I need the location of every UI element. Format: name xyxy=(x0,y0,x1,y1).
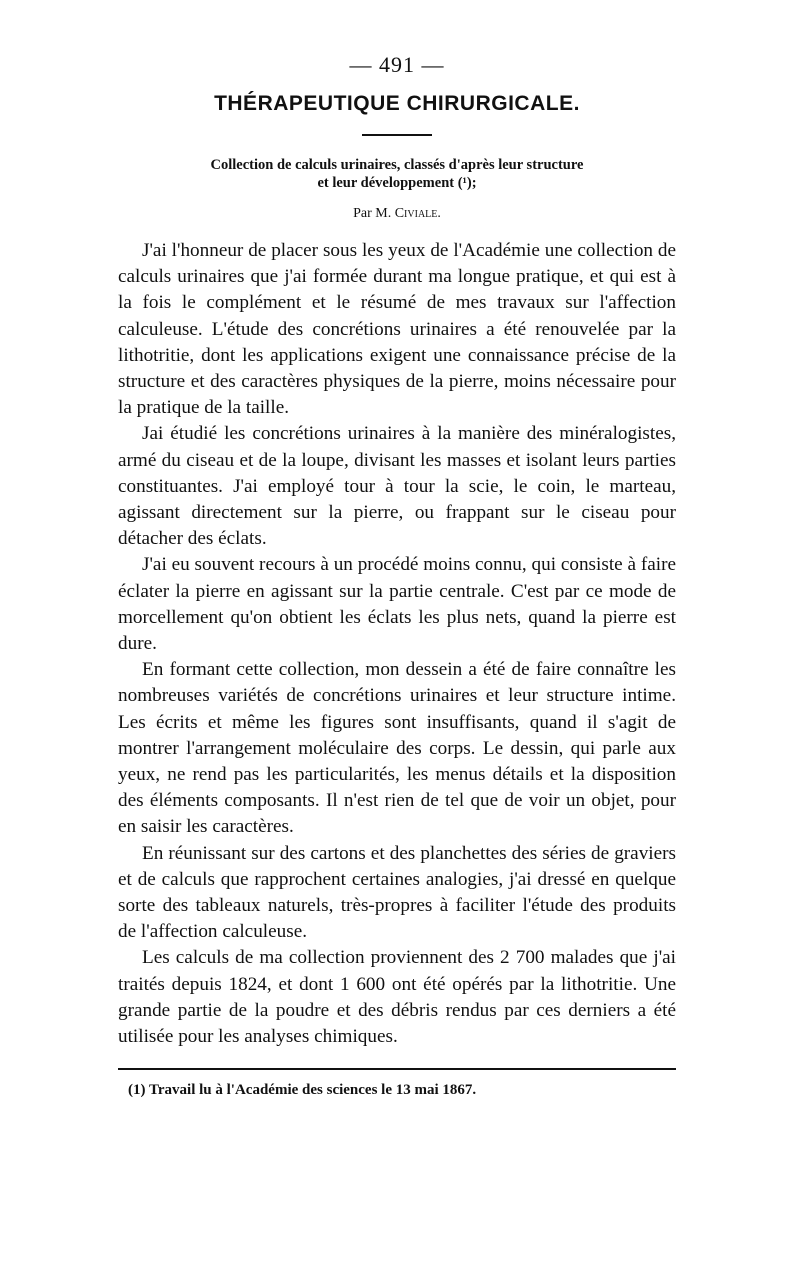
paragraph-3: J'ai eu souvent recours à un procédé moins connu, qui consiste à faire éclater la pierre en agissant sur la partie centrale. C'est par ce mode de morcellement qu'on obtient les éclats les plus nets, quand la pierre est dure. xyxy=(118,554,676,655)
paragraph-1: J'ai l'honneur de placer sous les yeux de l'Académie une collection de calculs urinaires que j'ai formée durant ma longue pratique, et qui est à la fois le complément et le résumé de mes travaux sur l'affection calculeuse. L'étude des concrétions urinaires a été renouvelée par la lithotritie, dont les applications exigent une connaissance précise de la structure et des caractères physiques de la pierre, moins nécessaire pour la pratique de la taille. xyxy=(118,240,676,419)
page-number: — 491 — xyxy=(349,52,445,77)
article-title xyxy=(118,156,676,192)
footnote xyxy=(118,1082,676,1099)
paragraph-2: Jai étudié les concrétions urinaires à la manière des minéralogistes, armé du ciseau et de la loupe, divisant les masses et isolant leurs parties constituantes. J'ai employé tour à tour la scie, le coin, le marteau, agissant directement sur la pierre, ou frappant sur le ciseau pour détacher des éclats. xyxy=(118,423,676,550)
author-prefix: Par M. xyxy=(353,206,392,221)
paragraph-6: Les calculs de ma collection proviennent des 2 700 malades que j'ai traités depuis 1824, et dont 1 600 ont été opérés par la lithotritie. Une grande partie de la poudre et des débris rendus par ces derniers a été utilisée pour les analyses chimiques. xyxy=(118,947,676,1048)
author-byline xyxy=(118,206,676,222)
author-name: Civiale. xyxy=(394,206,441,221)
paragraph-5: En réunissant sur des cartons et des planchettes des séries de graviers et de calculs que rapprochent certaines analogies, j'ai dressé en quelque sorte des tableaux naturels, très-propres à faciliter l'étude des produits de l'affection calculeuse. xyxy=(118,842,676,943)
article-title-line-2: et leur développement (¹); xyxy=(317,175,477,191)
paragraph-4: En formant cette collection, mon dessein a été de faire connaître les nombreuses variétés de concrétions urinaires et leur structure intime. Les écrits et même les figures sont insuffisants, quand il s'agit de montrer l'arrangement moléculaire des corps. Le dessin, qui parle aux yeux, ne rend pas les particularités, les menus détails et la disposition des éléments composants. Il n'est rien de tel que de voir un objet, pour en saisir les caractères. xyxy=(118,659,676,838)
article-body xyxy=(118,238,676,1050)
footnote-divider xyxy=(118,1068,676,1070)
footnote-text: Travail lu à l'Académie des sciences le 13 mai 1867. xyxy=(148,1081,477,1098)
article-title-line-1: Collection de calculs urinaires, classés d'après leur structure xyxy=(210,157,584,173)
section-title: THÉRAPEUTIQUE CHIRURGICALE. xyxy=(214,92,580,115)
title-divider xyxy=(362,134,432,136)
page xyxy=(118,52,676,1099)
footnote-marker: (1) xyxy=(128,1081,146,1098)
